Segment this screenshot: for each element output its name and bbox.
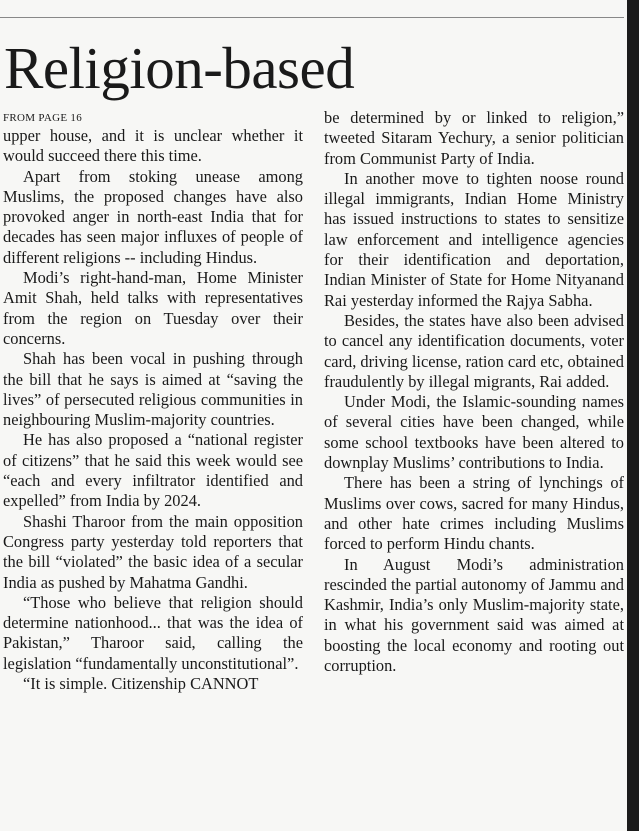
paragraph: “Those who believe that religion should determine nationhood... that was the idea of Pakistan,” Tharoor said, calling the legislation “fundamentally unconstitutional”.: [3, 592, 303, 673]
paragraph: There has been a string of lynchings of Muslims over cows, sacred for many Hindus, and other hate crimes including Muslims forced to perform Hindu chants.: [324, 473, 624, 554]
left-column: [3, 111, 303, 694]
paragraph: He has also proposed a “national register of citizens” that he said this week would see “each and every infiltrator identified and expelled” from India by 2024.: [3, 430, 303, 511]
paragraph: Shashi Tharoor from the main opposition Congress party yesterday told reporters that the bill “violated” the basic idea of a secular India as pushed by Mahatma Gandhi.: [3, 511, 303, 592]
paragraph: “It is simple. Citizenship CANNOT: [23, 674, 259, 694]
paragraph: In another move to tighten noose round illegal immigrants, Indian Home Ministry has issued instructions to states to sensitize law enforcement and intelligence agencies for their identification and deportation, Indian Minister of State for Home Nityanand Rai yesterday informed the Rajya Sabha.: [324, 168, 624, 310]
paragraph: Besides, the states have also been advised to cancel any identification documents, voter card, driving license, ration card etc, obtained fraudulently by illegal migrants, Rai added.: [324, 310, 624, 391]
page-edge: [627, 0, 639, 831]
paragraph: In August Modi’s administration rescinded the partial autonomy of Jammu and Kashmir, India’s only Muslim-majority state, in what his government said was aimed at boosting the local economy and rooting out corruption.: [324, 554, 624, 676]
paragraph: Under Modi, the Islamic-sounding names of several cities have been changed, while some school textbooks have been altered to downplay Muslims’ contributions to India.: [324, 392, 624, 473]
paragraph: be determined by or linked to religion,” tweeted Sitaram Yechury, a senior politician from Communist Party of India.: [324, 108, 624, 168]
top-rule: [0, 17, 624, 18]
paragraph: Modi’s right-hand-man, Home Minister Amit Shah, held talks with representatives from the region on Tuesday over their concerns.: [3, 268, 303, 348]
paragraph: upper house, and it is unclear whether it would succeed there this time.: [3, 126, 303, 166]
paragraph: Shah has been vocal in pushing through the bill that he says is aimed at “saving the lives” of persecuted religious communities in neighbouring Muslim-majority countries.: [3, 349, 303, 430]
article-headline: Religion-based: [4, 35, 355, 101]
right-column: [324, 108, 624, 676]
continuation-label: FROM PAGE 16: [3, 112, 82, 124]
paragraph: Apart from stoking unease among Muslims, the proposed changes have also provoked anger in north-east India that for decades has seen major influxes of people of different religions -- including Hindus.: [3, 166, 303, 267]
